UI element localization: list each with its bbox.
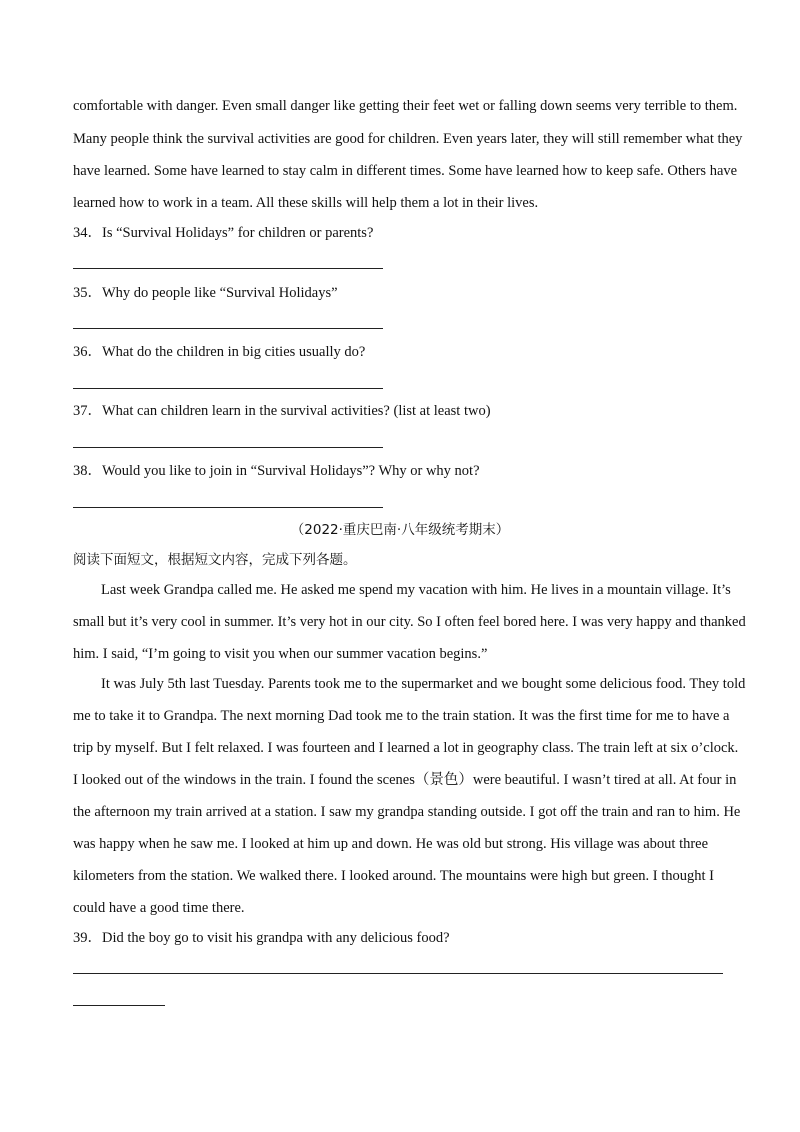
paragraph-line: It was July 5th last Tuesday. Parents took me to the supermarket and we bought some delicious food. They told — [101, 676, 746, 692]
question-38: 38．Would you like to join in “Survival Holidays”? Why or why not? — [73, 463, 480, 479]
paragraph-line: him. I said, “I’m going to visit you when our summer vacation begins.” — [73, 646, 488, 662]
question-34: 34．Is “Survival Holidays” for children or parents? — [73, 225, 374, 241]
answer-line-37[interactable] — [73, 447, 383, 448]
source-caption: （2022·重庆巴南·八年级统考期末） — [290, 522, 510, 538]
paragraph-line: could have a good time there. — [73, 900, 245, 916]
instruction-text: 阅读下面短文，根据短文内容，完成下列各题。 — [73, 552, 357, 568]
paragraph-line: small but it’s very cool in summer. It’s very hot in our city. So I often feel bored here. I was very happy and thanked — [73, 614, 746, 630]
passage-line: learned how to work in a team. All these skills will help them a lot in their lives. — [73, 195, 539, 211]
paragraph-line: was happy when he saw me. I looked at him up and down. He was old but strong. His village was about three — [73, 836, 709, 852]
question-35: 35．Why do people like “Survival Holidays” — [73, 285, 338, 301]
answer-line-35[interactable] — [73, 328, 383, 329]
paragraph-line: I looked out of the windows in the train. I found the scenes（景色）were beautiful. I wasn’t tired at all. At four in — [73, 772, 737, 788]
paragraph-line: trip by myself. But I felt relaxed. I was fourteen and I learned a lot in geography class. The train left at six o’clock. — [73, 740, 739, 756]
passage-line: have learned. Some have learned to stay calm in different times. Some have learned how to keep safe. Others have — [73, 163, 738, 179]
passage-line: Many people think the survival activities are good for children. Even years later, they will still remember what they — [73, 131, 743, 147]
answer-line-34[interactable] — [73, 268, 383, 269]
paragraph-line: Last week Grandpa called me. He asked me spend my vacation with him. He lives in a mountain village. It’s — [101, 582, 731, 598]
answer-line-36[interactable] — [73, 388, 383, 389]
answer-line-38[interactable] — [73, 507, 383, 508]
answer-line-39[interactable] — [73, 973, 723, 974]
passage-line: comfortable with danger. Even small danger like getting their feet wet or falling down seems very terrible to them. — [73, 98, 738, 114]
answer-line-39-continued[interactable] — [73, 1005, 165, 1006]
question-39: 39．Did the boy go to visit his grandpa with any delicious food? — [73, 930, 450, 946]
paragraph-line: kilometers from the station. We walked there. I looked around. The mountains were high but green. I thought I — [73, 868, 714, 884]
paragraph-line: the afternoon my train arrived at a station. I saw my grandpa standing outside. I got off the train and ran to him. He — [73, 804, 741, 820]
paragraph-line: me to take it to Grandpa. The next morning Dad took me to the train station. It was the first time for me to have a — [73, 708, 730, 724]
question-36: 36．What do the children in big cities usually do? — [73, 344, 366, 360]
question-37: 37．What can children learn in the survival activities? (list at least two) — [73, 403, 491, 419]
